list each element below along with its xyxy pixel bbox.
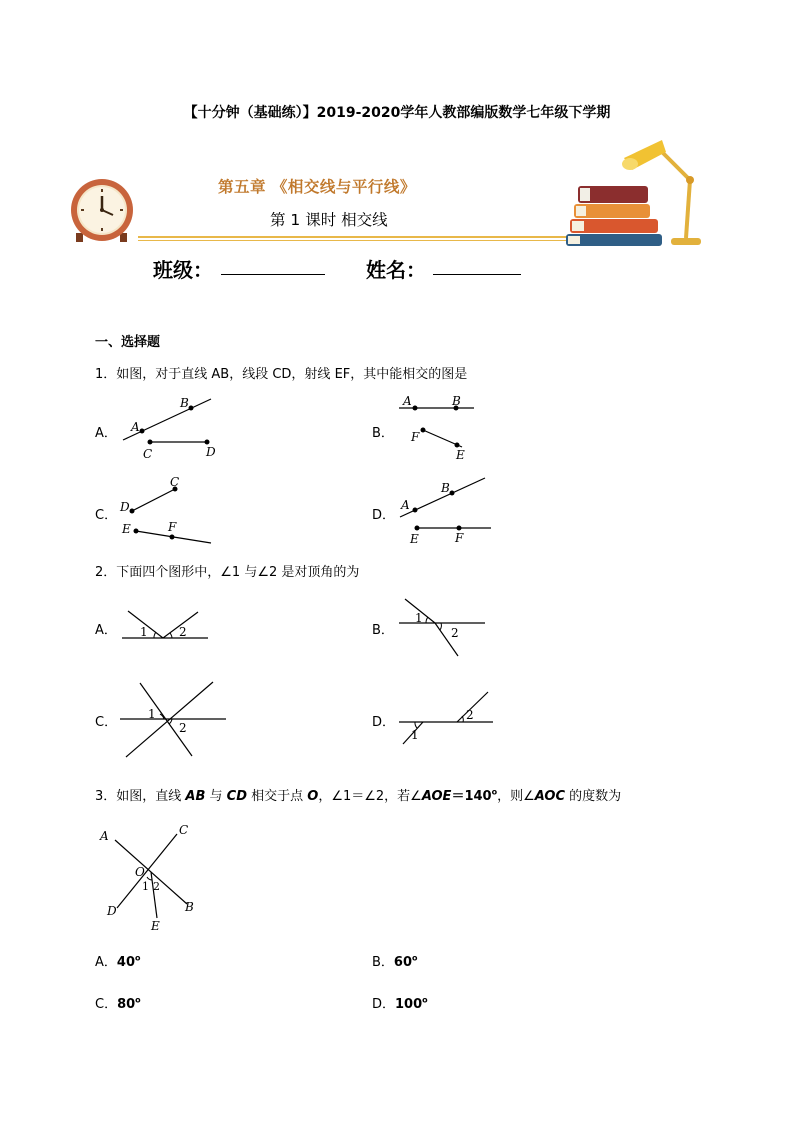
point-label: E bbox=[456, 448, 465, 462]
q1-option-d[interactable]: D． bbox=[372, 508, 396, 523]
q1-figure-a bbox=[118, 393, 228, 463]
q3-option-b[interactable]: B．60$^o$ bbox=[372, 953, 418, 970]
angle-label: 2 bbox=[179, 721, 187, 735]
q1-option-b[interactable]: B． bbox=[372, 426, 394, 441]
class-label: 班级： bbox=[153, 258, 213, 282]
point-label: C bbox=[179, 823, 189, 837]
q3-figure bbox=[95, 820, 205, 938]
clock-icon bbox=[68, 178, 140, 246]
question-3-stem: 3．如图，直线 AB 与 CD 相交于点 O，∠1＝∠2，若$\angle AOE=140^o$，则∠AOC 的度数为 bbox=[95, 787, 622, 804]
point-label: O bbox=[135, 865, 145, 879]
point-label: B bbox=[452, 394, 461, 408]
point-label: D bbox=[107, 904, 117, 918]
angle-label: 1 bbox=[142, 880, 149, 893]
point-label: E bbox=[151, 919, 160, 933]
q3-option-a[interactable]: A．40$^o$ bbox=[95, 953, 141, 970]
q2-figure-b bbox=[395, 596, 490, 658]
q2-option-c[interactable]: C． bbox=[95, 715, 118, 730]
point-label: D bbox=[120, 500, 130, 514]
angle-label: 1 bbox=[148, 707, 156, 721]
angle-label: 2 bbox=[153, 880, 160, 893]
q2-figure-d bbox=[395, 688, 495, 750]
point-label: A bbox=[100, 829, 109, 843]
lesson-title: 第 1 课时 相交线 bbox=[270, 211, 388, 229]
angle-label: 2 bbox=[451, 626, 459, 640]
q1-figure-b bbox=[395, 390, 485, 462]
q1-option-c[interactable]: C． bbox=[95, 508, 118, 523]
point-label: B bbox=[180, 396, 189, 410]
angle-label: 1 bbox=[411, 728, 419, 742]
header-line bbox=[138, 240, 568, 241]
point-label: F bbox=[168, 520, 177, 534]
point-label: A bbox=[403, 394, 412, 408]
chapter-title: 第五章 《相交线与平行线》 bbox=[218, 178, 416, 196]
class-blank[interactable] bbox=[221, 274, 325, 275]
q2-option-d[interactable]: D． bbox=[372, 715, 396, 730]
q1-figure-d bbox=[395, 473, 495, 548]
point-label: E bbox=[410, 532, 419, 546]
point-label: D bbox=[206, 445, 216, 459]
point-label: C bbox=[143, 447, 153, 461]
point-label: F bbox=[411, 430, 420, 444]
name-blank[interactable] bbox=[433, 274, 521, 275]
q1-option-a[interactable]: A． bbox=[95, 426, 117, 441]
point-label: A bbox=[131, 420, 140, 434]
q3-option-d[interactable]: D．100$^o$ bbox=[372, 995, 428, 1012]
name-label: 姓名： bbox=[366, 258, 426, 282]
section-title: 一、选择题 bbox=[95, 335, 161, 350]
q2-figure-a bbox=[118, 608, 213, 643]
angle-label: 1 bbox=[415, 611, 423, 625]
point-label: A bbox=[401, 498, 410, 512]
question-1-stem: 1．如图，对于直线 AB，线段 CD，射线 EF，其中能相交的图是 bbox=[95, 367, 468, 382]
point-label: B bbox=[441, 481, 450, 495]
q3-option-c[interactable]: C．80$^o$ bbox=[95, 995, 141, 1012]
document-title: 【十分钟（基础练）】2019-2020学年人教部编版数学七年级下学期 bbox=[183, 105, 611, 121]
q2-option-b[interactable]: B． bbox=[372, 623, 394, 638]
point-label: E bbox=[122, 522, 131, 536]
point-label: B bbox=[185, 900, 194, 914]
point-label: F bbox=[455, 531, 464, 545]
q2-option-a[interactable]: A． bbox=[95, 623, 117, 638]
books-lamp-icon bbox=[566, 128, 706, 250]
angle-label: 2 bbox=[466, 708, 474, 722]
header-line bbox=[138, 236, 568, 238]
point-label: C bbox=[170, 475, 180, 489]
q2-figure-c bbox=[118, 678, 228, 760]
angle-label: 1 bbox=[140, 625, 148, 639]
question-2-stem: 2．下面四个图形中，∠1 与∠2 是对顶角的为 bbox=[95, 565, 360, 580]
angle-label: 2 bbox=[179, 625, 187, 639]
q1-figure-c bbox=[116, 473, 216, 548]
